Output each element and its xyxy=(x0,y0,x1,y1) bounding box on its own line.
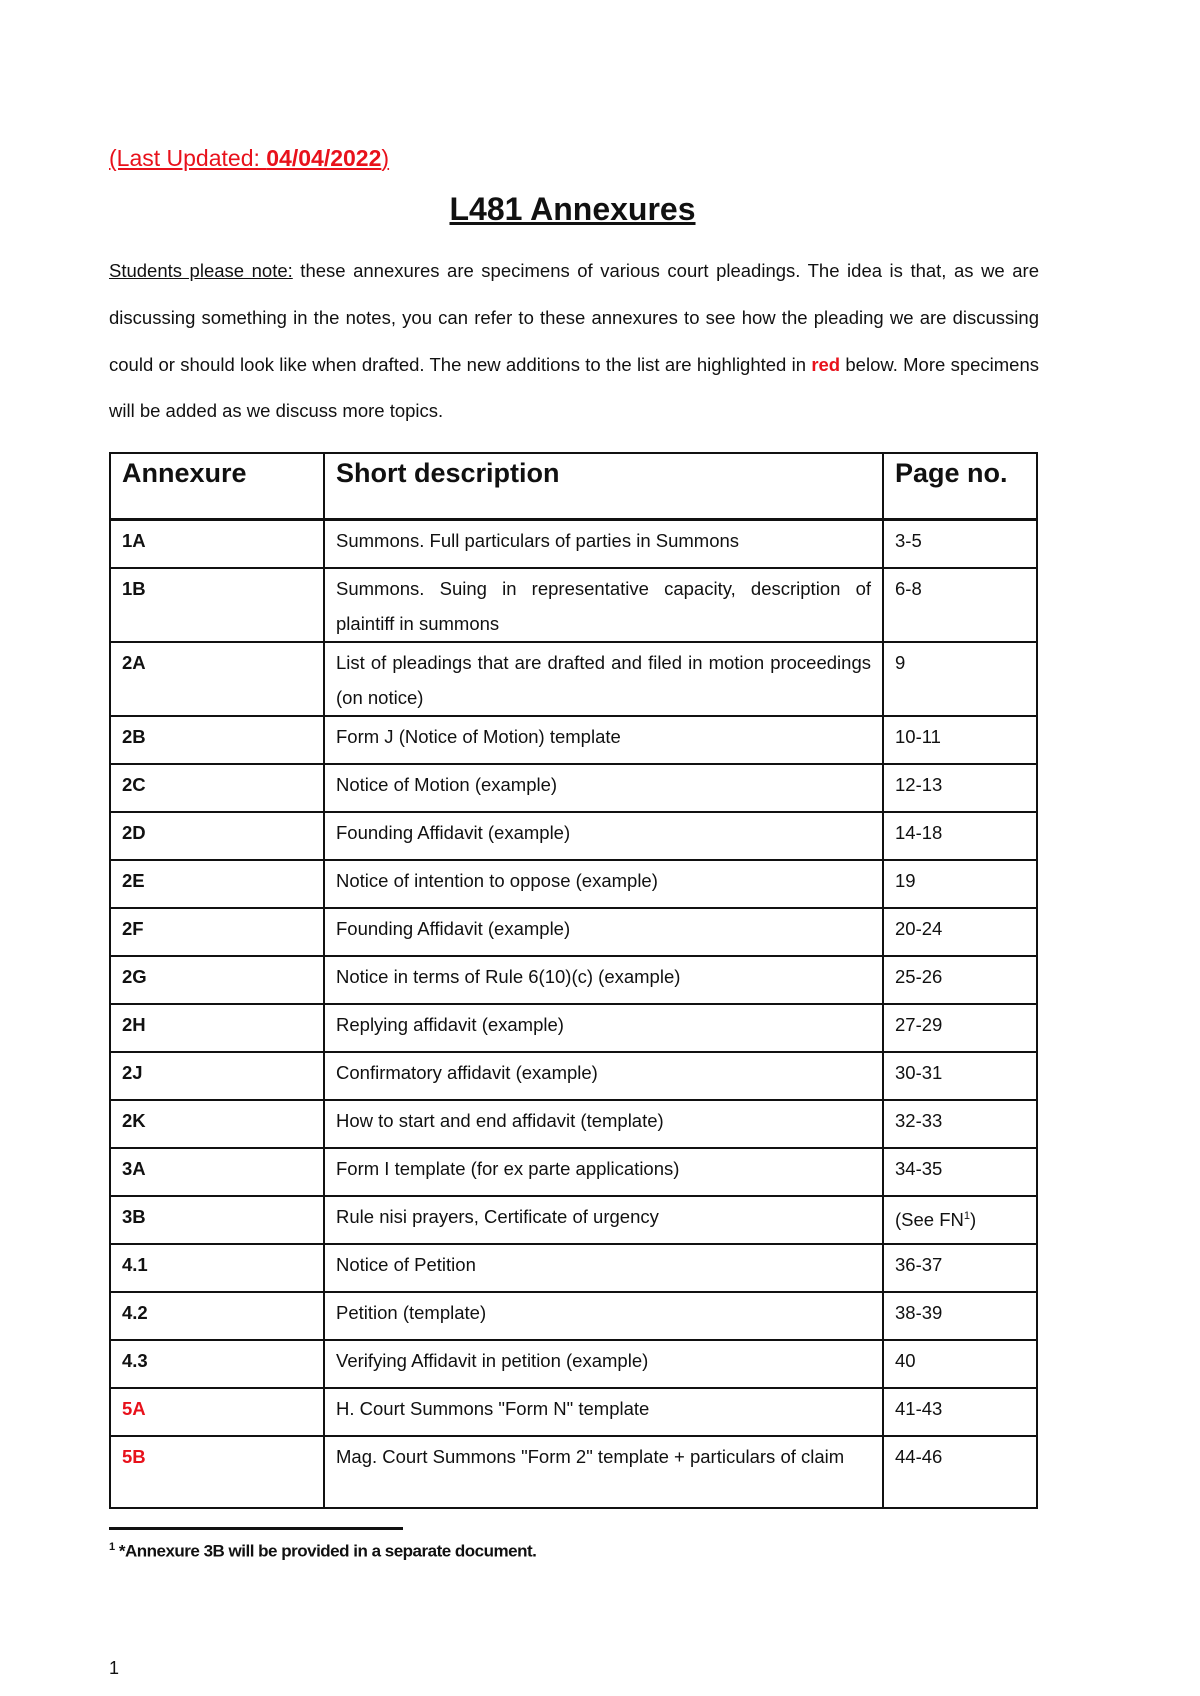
pages-cell: 12-13 xyxy=(883,764,1037,812)
description-cell: Notice of intention to oppose (example) xyxy=(324,860,883,908)
pages-cell: 25-26 xyxy=(883,956,1037,1004)
table-row xyxy=(110,1388,1037,1436)
annexure-cell: 3B xyxy=(110,1196,324,1244)
table-row xyxy=(110,1004,1037,1052)
intro-text: these annexures are specimens of various court pleadings. The idea is that, as we are discussing something in the notes, you can refer to these annexures to see how the pleading we are discussing could or should look like when drafted. The new additions to the list are highlighted in xyxy=(109,260,1039,375)
annexure-cell: 5A xyxy=(110,1388,324,1436)
annexure-cell: 5B xyxy=(110,1436,324,1508)
description-cell: Replying affidavit (example) xyxy=(324,1004,883,1052)
pages-cell: 14-18 xyxy=(883,812,1037,860)
pages-cell: 19 xyxy=(883,860,1037,908)
description-cell: Notice in terms of Rule 6(10)(c) (example) xyxy=(324,956,883,1004)
pages-cell: 40 xyxy=(883,1340,1037,1388)
pages-cell: 6-8 xyxy=(883,568,1037,642)
annexure-cell: 2J xyxy=(110,1052,324,1100)
annexure-cell: 2G xyxy=(110,956,324,1004)
annexure-cell: 2B xyxy=(110,716,324,764)
annexures-table xyxy=(109,452,1038,1509)
pages-cell: 41-43 xyxy=(883,1388,1037,1436)
description-cell: List of pleadings that are drafted and filed in motion proceedings (on notice) xyxy=(324,642,883,716)
pages-cell: 9 xyxy=(883,642,1037,716)
pages-cell: 10-11 xyxy=(883,716,1037,764)
description-cell: Founding Affidavit (example) xyxy=(324,908,883,956)
table-row xyxy=(110,956,1037,1004)
description-cell: Summons. Full particulars of parties in Summons xyxy=(324,520,883,569)
table-row xyxy=(110,568,1037,642)
table-row xyxy=(110,1292,1037,1340)
last-updated xyxy=(109,145,389,172)
annexure-cell: 2A xyxy=(110,642,324,716)
annexure-cell: 2D xyxy=(110,812,324,860)
pages-text: (See FN xyxy=(895,1209,964,1231)
description-cell: Summons. Suing in representative capacity, description of plaintiff in summons xyxy=(324,568,883,642)
footnote-number: 1 xyxy=(109,1541,115,1553)
table-row xyxy=(110,1436,1037,1508)
table-row xyxy=(110,1148,1037,1196)
description-cell: Petition (template) xyxy=(324,1292,883,1340)
pages-cell: 34-35 xyxy=(883,1148,1037,1196)
table-row xyxy=(110,1196,1037,1244)
table-header-row xyxy=(110,453,1037,520)
table-row xyxy=(110,1052,1037,1100)
table-row xyxy=(110,1340,1037,1388)
pages-cell: 36-37 xyxy=(883,1244,1037,1292)
description-cell: Form I template (for ex parte applications) xyxy=(324,1148,883,1196)
page-title: L481 Annexures xyxy=(449,191,696,227)
description-cell: H. Court Summons "Form N" template xyxy=(324,1388,883,1436)
table-row xyxy=(110,812,1037,860)
footnote xyxy=(109,1541,536,1562)
table-row xyxy=(110,716,1037,764)
pages-cell: 27-29 xyxy=(883,1004,1037,1052)
pages-cell: 44-46 xyxy=(883,1436,1037,1508)
intro-paragraph xyxy=(109,248,1039,435)
annexure-cell: 1B xyxy=(110,568,324,642)
table-row xyxy=(110,1100,1037,1148)
annexure-cell: 1A xyxy=(110,520,324,569)
pages-cell: 20-24 xyxy=(883,908,1037,956)
pages-cell xyxy=(883,1196,1037,1244)
pages-close: ) xyxy=(970,1209,977,1231)
pages-cell: 32-33 xyxy=(883,1100,1037,1148)
annexure-cell: 2F xyxy=(110,908,324,956)
header-annexure: Annexure xyxy=(110,453,324,520)
intro-lead: Students please note: xyxy=(109,260,293,281)
table-row xyxy=(110,908,1037,956)
pages-cell: 30-31 xyxy=(883,1052,1037,1100)
description-cell: Founding Affidavit (example) xyxy=(324,812,883,860)
description-cell: How to start and end affidavit (template) xyxy=(324,1100,883,1148)
table-row xyxy=(110,860,1037,908)
footnote-ref[interactable]: 1 xyxy=(963,1210,971,1222)
pages-cell: 38-39 xyxy=(883,1292,1037,1340)
annexure-cell: 2C xyxy=(110,764,324,812)
annexure-cell: 4.3 xyxy=(110,1340,324,1388)
description-cell: Mag. Court Summons "Form 2" template + particulars of claim xyxy=(324,1436,883,1508)
description-cell: Notice of Motion (example) xyxy=(324,764,883,812)
header-pages: Page no. xyxy=(883,453,1037,520)
annexure-cell: 2H xyxy=(110,1004,324,1052)
annexure-cell: 2E xyxy=(110,860,324,908)
footnote-text: *Annexure 3B will be provided in a separate document. xyxy=(114,1541,537,1561)
annexure-cell: 4.1 xyxy=(110,1244,324,1292)
pages-cell: 3-5 xyxy=(883,520,1037,569)
description-cell: Rule nisi prayers, Certificate of urgency xyxy=(324,1196,883,1244)
intro-red-word: red xyxy=(811,353,841,375)
footnote-separator xyxy=(109,1527,403,1530)
last-updated-close: ) xyxy=(381,145,390,171)
intro-tail: below. More specimens will be added as we discuss more topics. xyxy=(109,353,1039,422)
header-description: Short description xyxy=(324,453,883,520)
table-row xyxy=(110,1244,1037,1292)
table-row xyxy=(110,520,1037,569)
last-updated-label: (Last Updated: xyxy=(109,145,267,171)
table-row xyxy=(110,642,1037,716)
annexure-cell: 4.2 xyxy=(110,1292,324,1340)
page-number: 1 xyxy=(109,1658,120,1678)
last-updated-date: 04/04/2022 xyxy=(266,145,382,171)
annexure-cell: 2K xyxy=(110,1100,324,1148)
table-row xyxy=(110,764,1037,812)
description-cell: Verifying Affidavit in petition (example) xyxy=(324,1340,883,1388)
description-cell: Notice of Petition xyxy=(324,1244,883,1292)
description-cell: Confirmatory affidavit (example) xyxy=(324,1052,883,1100)
annexure-cell: 3A xyxy=(110,1148,324,1196)
description-cell: Form J (Notice of Motion) template xyxy=(324,716,883,764)
